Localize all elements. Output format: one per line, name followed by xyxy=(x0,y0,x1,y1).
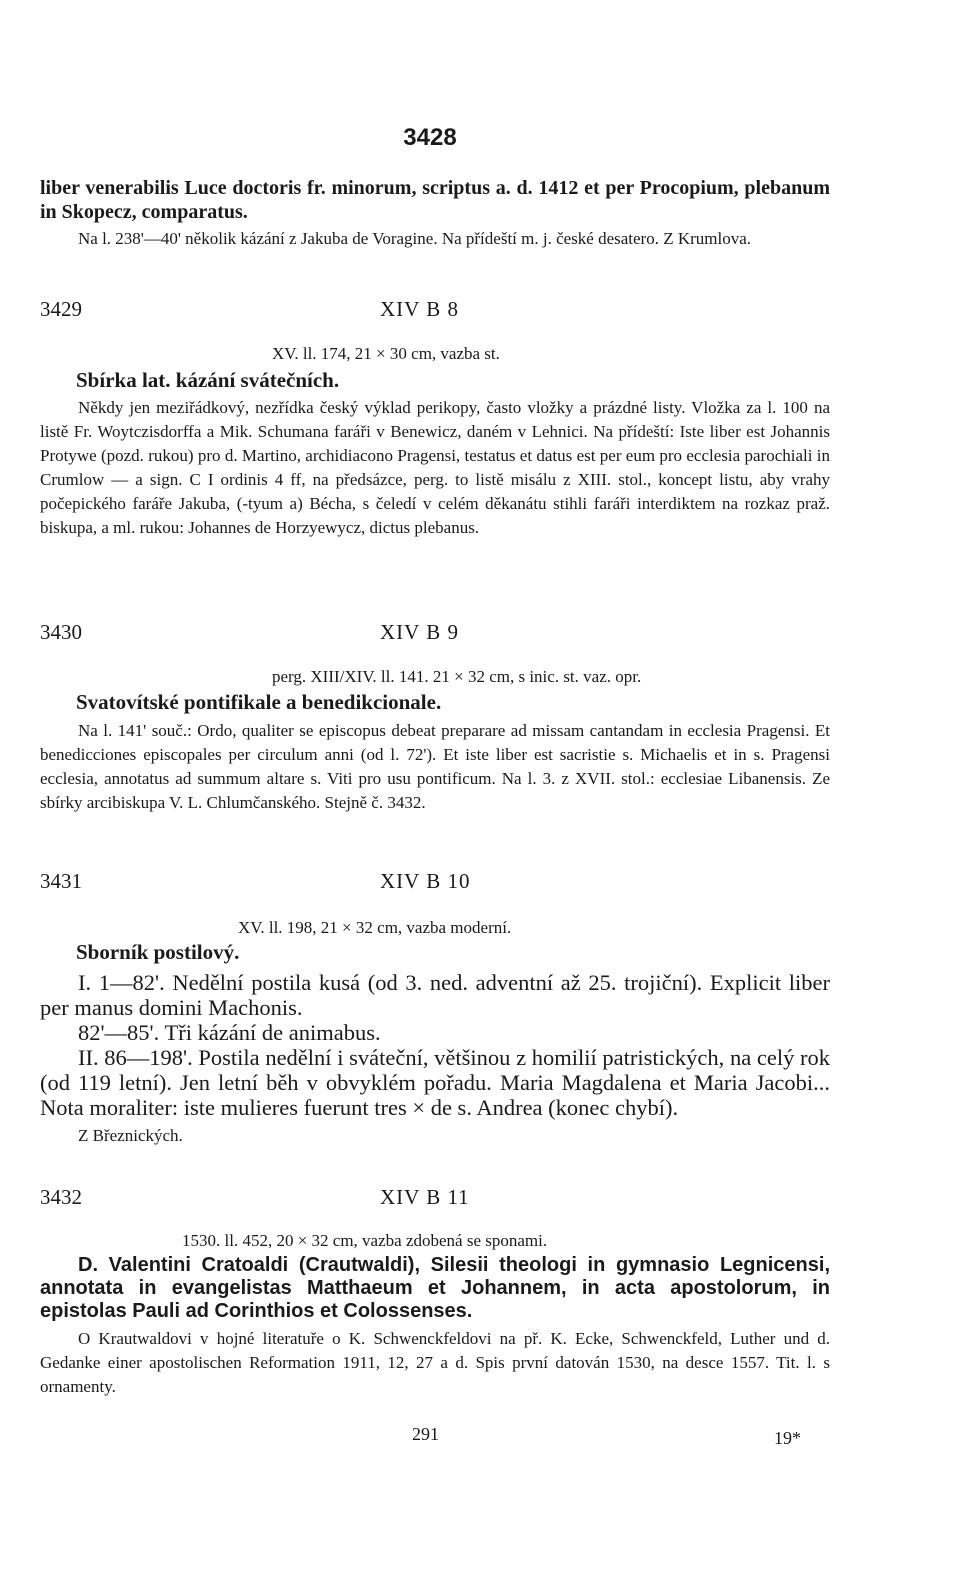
entry-header-3430 xyxy=(40,620,830,650)
entry-body-line: II. 86—198'. Postila nedělní i sváteční, většinou z homilií patristických, na celý rok (od 119 letní). Jen letní běh v obvyklém pořadu. Maria Magdalena et Maria Jacobi... Nota moraliter: iste mulieres fuerunt tres × de s. Andrea (konec chybí). xyxy=(40,1045,830,1120)
entry-title: D. Valentini Cratoaldi (Crautwaldi), Silesii theologi in gymnasio Legnicensi, annotata in evangelistas Matthaeum et Johannem, in acta apostolorum, in epistolas Pauli ad Corinthios et Colossenses. xyxy=(40,1254,830,1322)
intro-block xyxy=(40,176,830,251)
entry-title: Sborník postilový. xyxy=(76,940,240,964)
entry-body: O Krautwaldovi v hojné literatuře o K. Schwenckfeldovi na př. K. Ecke, Schwenckfeld, Luther und d. Gedanke einer apostolischen Reformation 1911, 12, 27 a d. Spis první datován 1530, na desce 1557. Tit. l. s ornamenty. xyxy=(40,1329,830,1396)
entry-provenance: Z Březnických. xyxy=(78,1126,183,1145)
entry-number: 3429 xyxy=(40,297,82,321)
entry-signature: XIV B 8 xyxy=(380,297,459,321)
entry-number: 3431 xyxy=(40,869,82,893)
folio-number: 291 xyxy=(412,1424,439,1444)
entry-meta: perg. XIII/XIV. ll. 141. 21 × 32 cm, s inic. st. vaz. opr. xyxy=(272,667,642,686)
entry-title: Sbírka lat. kázání svátečních. xyxy=(76,368,340,392)
entry-body: Na l. 141' souč.: Ordo, qualiter se episcopus debeat preparare ad missam cantandam in ecclesia Pragensi. Et benedicciones episcopales per circulum anni (od l. 72'). Et iste liber est sacristie s. Michaelis et in s. Pragensi ecclesia, annotatus ad summum altare s. Viti pro usu pontificum. Na l. 3. z XVII. stol.: ecclesiae Libanensis. Ze sbírky arcibiskupa V. L. Chlumčanského. Stejně č. 3432. xyxy=(40,721,830,812)
entry-body-3429 xyxy=(40,396,830,540)
entry-meta: XV. ll. 174, 21 × 30 cm, vazba st. xyxy=(272,344,500,363)
entry-title: Svatovítské pontifikale a benedikcionale. xyxy=(76,690,442,714)
entry-header-3429 xyxy=(40,297,830,327)
entry-signature: XIV B 10 xyxy=(380,869,471,893)
entry-meta: 1530. ll. 452, 20 × 32 cm, vazba zdobená se sponami. xyxy=(182,1231,548,1250)
entry-body-line: I. 1—82'. Nedělní postila kusá (od 3. ned. adventní až 25. trojiční). Explicit liber per manus domini Machonis. xyxy=(40,970,830,1020)
intro-bold-text: liber venerabilis Luce doctoris fr. minorum, scriptus a. d. 1412 et per Procopium, plebanum in Skopecz, comparatus. xyxy=(40,177,830,223)
entry-meta: XV. ll. 198, 21 × 32 cm, vazba moderní. xyxy=(238,918,512,937)
entry-body-3431 xyxy=(40,970,830,1148)
entry-number: 3432 xyxy=(40,1185,82,1209)
signature-mark: 19* xyxy=(774,1428,801,1448)
entry-signature: XIV B 9 xyxy=(380,620,459,644)
entry-number: 3430 xyxy=(40,620,82,644)
entry-body-line: 82'—85'. Tři kázání de animabus. xyxy=(78,1020,381,1045)
entry-signature: XIV B 11 xyxy=(380,1185,470,1209)
entry-body-3430 xyxy=(40,719,830,815)
page-number: 3428 xyxy=(403,124,457,151)
intro-note: Na l. 238'—40' několik kázání z Jakuba de Voragine. Na přídeští m. j. české desatero. Z Krumlova. xyxy=(78,229,752,248)
entry-body-3432 xyxy=(40,1254,830,1399)
entry-body: Někdy jen meziřádkový, nezřídka český výklad perikopy, často vložky a prázdné listy. Vložka za l. 100 na listě Fr. Woytczisdorffa a Mik. Schumana faráři v Benewicz, daném v Lehnici. Na přídeští: Iste liber est Johannis Protywe (pozd. rukou) pro d. Martino, archidiacono Pragensi, testatus et datus est per eum pro ecclesia parochiali in Crumlow — a sign. C I ordinis 4 ff, na předsázce, perg. to listě misálu z XIII. stol., koncept listu, aby vrahy počepického faráře Jakuba, (-tyum a) Bécha, s čeledí v celém děkanátu stihli faráři interdiktem na rozkaz praž. biskupa, a ml. rukou: Johannes de Horzyewycz, dictus plebanus. xyxy=(40,398,830,537)
entry-header-3432 xyxy=(40,1185,830,1215)
entry-header-3431 xyxy=(40,869,830,899)
